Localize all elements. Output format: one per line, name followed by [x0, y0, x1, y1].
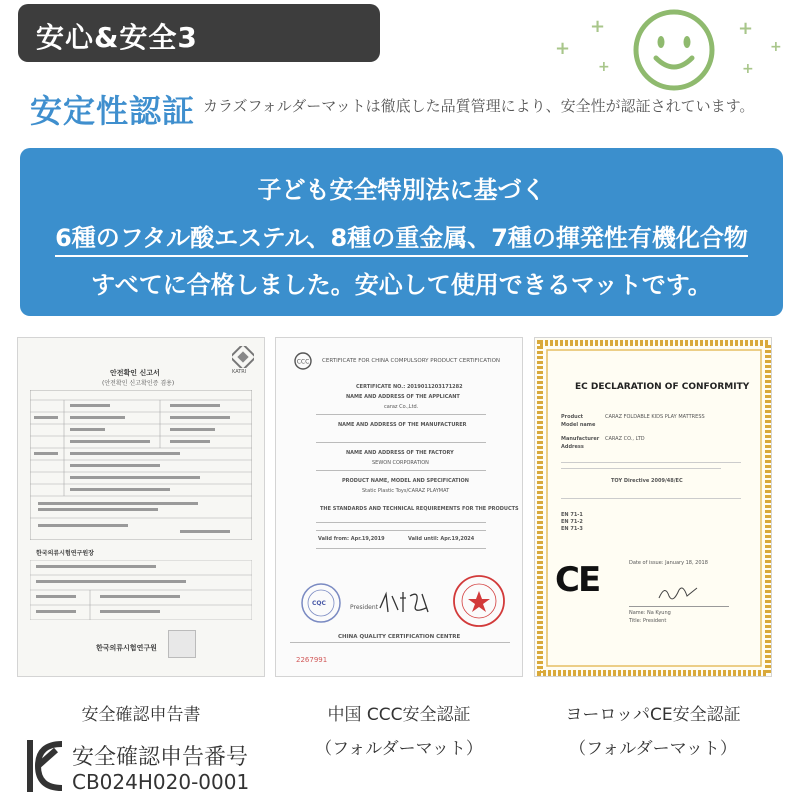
ccc-applicant-label: NAME AND ADDRESS OF THE APPLICANT	[346, 394, 460, 400]
sparkle-icon: +	[598, 59, 610, 75]
ccc-cert-no: CERTIFICATE NO.: 2019011203171282	[356, 384, 463, 390]
ec-product: CARAZ FOLDABLE KIDS PLAY MATTRESS	[605, 414, 705, 420]
ccc-valid-until: Valid until: Apr.19,2024	[408, 536, 475, 542]
ccc-factory-label: NAME AND ADDRESS OF THE FACTORY	[346, 450, 454, 456]
sparkle-icon: +	[555, 38, 571, 59]
cert2-caption-line-1: 中国 CCC安全認証	[327, 705, 471, 725]
ccc-manufacturer-label: NAME AND ADDRESS OF THE MANUFACTURER	[338, 422, 467, 428]
cert1-caption: 安全確認申告書	[81, 705, 201, 725]
ccc-logo-icon	[294, 352, 312, 370]
ccc-applicant: caraz Co.,Ltd.	[384, 404, 419, 410]
svg-text:CCC: CCC	[296, 358, 310, 366]
ccc-standards-label: THE STANDARDS AND TECHNICAL REQUIREMENTS FOR THE PRODUCTS	[320, 506, 519, 512]
ec-address-label: Address	[561, 444, 584, 450]
certificate-korea-safety	[17, 337, 265, 677]
ccc-centre: CHINA QUALITY CERTIFICATION CENTRE	[338, 634, 461, 640]
header-tab	[18, 4, 380, 62]
cqc-seal-text: CQC	[312, 600, 326, 607]
header-tab-label: 安心&安全3	[36, 21, 198, 54]
ec-standard-2: EN 71-2	[561, 519, 583, 525]
ec-manufacturer-label: Manufacturer	[561, 436, 600, 442]
ec-manufacturer: CARAZ CO., LTD	[605, 436, 645, 442]
cert1-form-table	[30, 390, 252, 540]
ccc-header: CERTIFICATE FOR CHINA COMPULSORY PRODUCT CERTIFICATION	[322, 358, 501, 364]
ce-mark-icon: CE	[555, 560, 600, 600]
banner-line-2-text: 6種のフタル酸エステル、8種の重金属、7種の揮発性有機化合物	[55, 224, 748, 257]
katri-logo-text: KATRI	[232, 369, 247, 375]
cert2-caption-line-2: （フォルダーマット）	[315, 739, 483, 759]
katri-logo-icon	[232, 346, 254, 368]
sparkle-icon: +	[742, 61, 754, 77]
ccc-valid-from: Valid from: Apr.19,2019	[318, 536, 385, 542]
banner-line-2	[20, 218, 783, 253]
kc-certification-icon	[24, 736, 68, 796]
smiley-face-icon	[630, 6, 718, 94]
ec-date: Date of issue: January 18, 2018	[629, 560, 708, 566]
certificate-ec-declaration	[534, 337, 772, 677]
cert1-footer-issuer: 한국의류시험연구원	[96, 644, 157, 652]
kc-number-label: 安全確認申告番号	[72, 745, 249, 770]
ec-model-label: Model name	[561, 422, 596, 428]
section-description: カラズフォルダーマットは徹底した品質管理により、安全性が認証されています。	[203, 97, 755, 115]
kc-number-value: CB024H020-0001	[72, 770, 250, 794]
cert3-caption-line-1: ヨーロッパCE安全認証	[565, 705, 741, 725]
ec-signature	[655, 582, 705, 604]
ccc-president: President	[350, 604, 378, 611]
ec-standard-3: EN 71-3	[561, 526, 583, 532]
cert1-subtitle: (안전확인 신고확인증 겸용)	[102, 380, 175, 387]
section-title: 安定性認証	[30, 92, 196, 130]
cert1-issuer: 한국의류시험연구원장	[36, 550, 94, 557]
cert1-seal-icon	[168, 630, 196, 658]
ec-title: EC DECLARATION OF CONFORMITY	[575, 382, 750, 392]
sparkle-icon: +	[770, 39, 782, 55]
safety-banner	[20, 148, 783, 316]
banner-line-3: すべてに合格しました。安心して使用できるマットです。	[91, 271, 712, 299]
sparkle-icon: +	[738, 18, 754, 39]
banner-line-1: 子ども安全特別法に基づく	[257, 176, 546, 204]
ec-directive: TOY Directive 2009/48/EC	[611, 478, 683, 484]
ccc-serial: 2267991	[296, 656, 328, 664]
cert1-lower-table	[30, 560, 252, 620]
cert1-title: 안전확인 신고서	[110, 369, 160, 377]
ec-standard-1: EN 71-1	[561, 512, 583, 518]
ccc-signature	[376, 588, 436, 618]
ec-signer: Name: Na Kyung	[629, 610, 671, 616]
sparkle-icon: +	[590, 16, 606, 37]
ec-product-label: Product	[561, 414, 584, 420]
cert3-caption-line-2: （フォルダーマット）	[569, 739, 737, 759]
certificate-china-ccc	[275, 337, 523, 677]
ccc-product: Static Plastic Toys/CARAZ PLAYMAT	[362, 488, 450, 494]
ec-signer-title: Title: President	[629, 618, 667, 624]
ccc-factory: SEWON CORPORATION	[372, 460, 429, 466]
ccc-product-label: PRODUCT NAME, MODEL AND SPECIFICATION	[342, 478, 469, 484]
ccc-red-seal-icon	[452, 574, 506, 628]
